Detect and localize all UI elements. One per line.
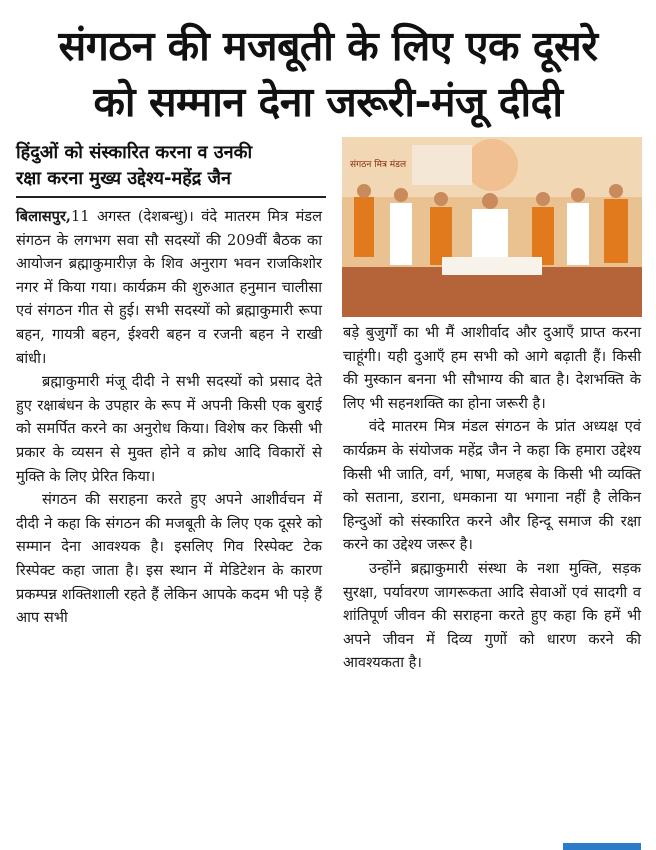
photo-banner-text: संगठन मित्र मंडल — [350, 160, 407, 170]
photo-portrait — [466, 139, 518, 191]
person — [390, 203, 412, 265]
person-head — [394, 188, 408, 202]
article-text: वंदे मातरम मित्र मंडल संगठन के लगभग सवा सौ सदस्यों की 209वीं बैठक का आयोजन ब्रह्माकुमारीज़ के शिव अनुराग भवन राजकिशोर नगर में किया गया। कार्यक्रम की शुरुआत हनुमान चालीसा एवं संगठन गीत से हुई। सभी सदस्यों को ब्रह्माकुमारी रूपा बहन, गायत्री बहन, ईश्वरी बहन व रजनी बहन ने राखी बांधी। — [16, 208, 323, 367]
person — [567, 203, 589, 265]
subheadline — [16, 140, 326, 192]
article-paragraph: वंदे मातरम मित्र मंडल संगठन के प्रांत अध्यक्ष एवं कार्यक्रम के संयोजक महेंद्र जैन ने कहा कि हमारा उद्देश्य किसी भी जाति, वर्ग, भाषा, मजहब के किसी भी व्यक्ति को सताना, डराना, धमकाना या भगाना नहीं है लेकिन हिन्दुओं को संस्कारित करने और हिन्दू समाज की रक्षा करने का उद्देश्य जरूर है। — [343, 418, 641, 554]
article-column-left — [16, 205, 322, 630]
person-head — [609, 184, 623, 198]
person — [532, 207, 554, 265]
photo-table — [442, 257, 542, 275]
dateline: बिलासपुर, — [16, 208, 71, 225]
article-date: 11 अगस्त (देशबन्धु)। — [71, 208, 194, 225]
person-head — [536, 192, 550, 206]
article-paragraph: बड़े बुजुर्गों का भी मैं आशीर्वाद और दुआएँ प्राप्त करना चाहूंगी। यही दुआएँ हम सभी को आगे बढ़ाती हैं। किसी की मुस्कान बनना भी सौभाग्य की बात है। देशभक्ति के लिए भी सहनशक्ति का होना जरूरी है। — [343, 324, 641, 412]
headline-line-2: को सम्मान देना जरूरी-मंजू दीदी — [93, 78, 563, 126]
subheadline-line-1: हिंदुओं को संस्कारित करना व उनकी — [16, 142, 253, 163]
event-photo-illustration — [342, 137, 642, 317]
person — [430, 207, 452, 265]
subheadline-line-2: रक्षा करना मुख्य उद्देश्य-महेंद्र जैन — [16, 168, 231, 189]
person — [354, 197, 374, 257]
article-paragraph: उन्होंने ब्रह्माकुमारी संस्था के नशा मुक्ति, सड़क सुरक्षा, पर्यावरण जागरूकता आदि सेवाओं एवं सादगी व शांतिपूर्ण जीवन की सराहना करते हुए कहा कि हमें भी अपने जीवन में दिव्य गुणों को धारण करने की आवश्यकता है। — [343, 559, 641, 672]
article-paragraph: ब्रह्माकुमारी मंजू दीदी ने सभी सदस्यों को प्रसाद देते हुए रक्षाबंधन के उपहार के रूप में अपनी किसी एक बुराई को समर्पित करने का अनुरोध किया। विशेष कर किसी भी प्रकार के व्यसन से मुक्त होने व क्रोध आदि विकारों से मुक्ति के लिए प्रेरित किया। — [16, 373, 322, 485]
person-head — [482, 193, 498, 209]
headline — [0, 18, 656, 130]
event-photo — [342, 137, 642, 317]
photo-banner — [412, 145, 472, 185]
article-paragraph — [16, 205, 322, 370]
person-head — [571, 188, 585, 202]
article-paragraph: संगठन की सराहना करते हुए अपने आशीर्वचन में दीदी ने कहा कि संगठन की मजबूती के लिए एक दूसरे को सम्मान देना आवश्यक है। इसलिए गिव रिस्पेक्ट टेक रिस्पेक्ट कहा जाता है। इस स्थान में मेडिटेशन के कारण प्रकम्पन्न शक्तिशाली रहते हैं लेकिन आपके कदम भी पड़े हैं आप सभी — [16, 491, 322, 627]
article-column-right — [343, 321, 641, 675]
page-edge-bar — [563, 843, 641, 850]
headline-line-1: संगठन की मजबूती के लिए एक दूसरे — [58, 22, 598, 70]
person-head — [357, 184, 371, 198]
person — [604, 199, 628, 263]
subheadline-underline — [16, 196, 326, 198]
person — [472, 209, 508, 265]
person-head — [434, 192, 448, 206]
